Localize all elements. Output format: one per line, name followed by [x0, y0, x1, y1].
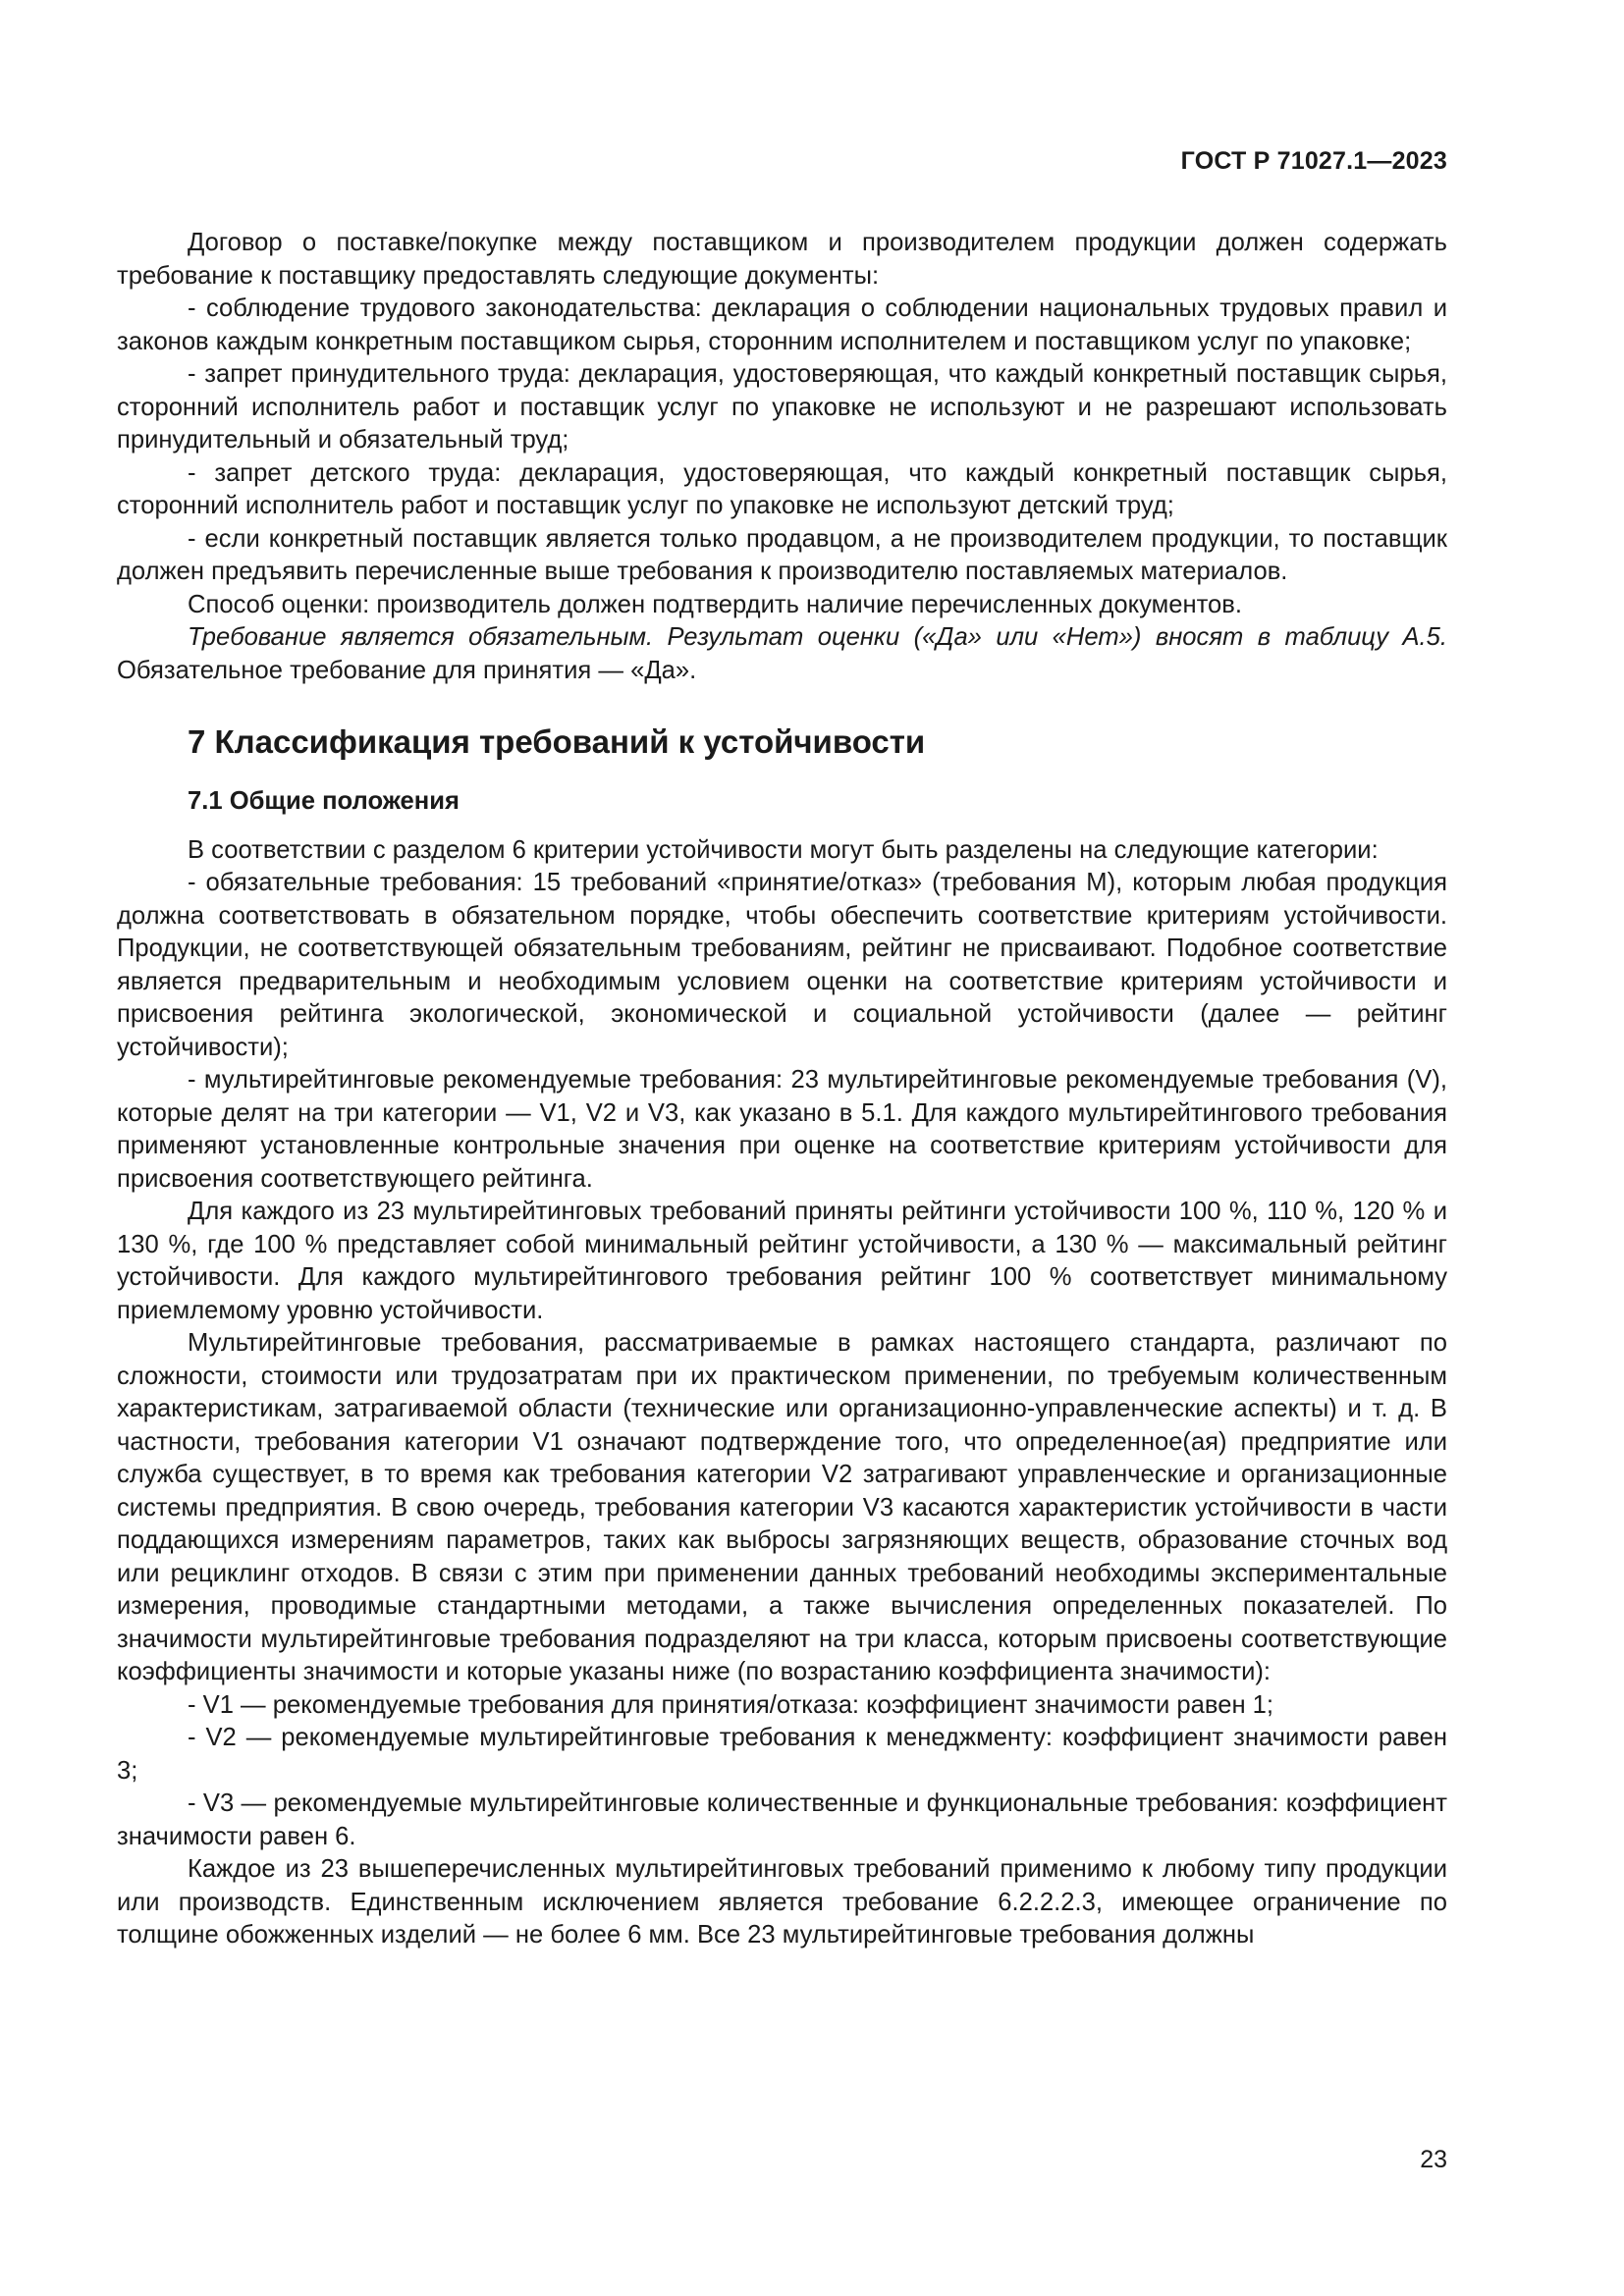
mandatory-requirement-paragraph	[117, 621, 1447, 687]
section-paragraph: - V2 — рекомендуемые мультирейтинговые требования к менеджменту: коэффициент значимости равен 3;	[117, 1724, 1447, 1785]
list-item-labor-law: - соблюдение трудового законодательства: декларация о соблюдении национальных трудовых правил и законов каждым конкретным поставщиком сырья, сторонним исполнителем и поставщиком услуг по упаковке;	[117, 294, 1447, 355]
page-content	[117, 227, 1447, 1952]
document-header: ГОСТ Р 71027.1—2023	[1180, 147, 1447, 175]
section-paragraph: Для каждого из 23 мультирейтинговых требований приняты рейтинги устойчивости 100 %, 110 %, 120 % и 130 %, где 100 % представляет собой минимальный рейтинг устойчивости, а 130 % — максимальный рейтинг устойчивости. Для каждого мультирейтингового требования рейтинг 100 % соответствует минимальному приемлемому уровню устойчивости.	[117, 1198, 1447, 1324]
page-number: 23	[1420, 2146, 1447, 2173]
assessment-method-paragraph: Способ оценки: производитель должен подтвердить наличие перечисленных документов.	[188, 590, 1242, 618]
section-paragraph: - обязательные требования: 15 требований «принятие/отказ» (требования М), которым любая продукция должна соответствовать в обязательном порядке, чтобы обеспечить соответствие критериям устойчивости. Продукции, не соответствующей обязательным требованиям, рейтинг не присваивают. Подобное соответствие является предварительным и необходимым условием оценки на соответствие критериям устойчивости и присвоения рейтинга экологической, экономической и социальной устойчивости (далее — рейтинг устойчивости);	[117, 869, 1447, 1061]
intro-paragraph-contract: Договор о поставке/покупке между поставщиком и производителем продукции должен содержать требование к поставщику предоставлять следующие документы:	[117, 229, 1447, 290]
list-item-forced-labor: - запрет принудительного труда: декларация, удостоверяющая, что каждый конкретный поставщик сырья, сторонний исполнитель работ и поставщик услуг по упаковке не используют и не разрешают использовать принудительный и обязательный труд;	[117, 360, 1447, 454]
section-paragraph: В соответствии с разделом 6 критерии устойчивости могут быть разделены на следующие категории:	[188, 835, 1379, 864]
mandatory-requirement-italic: Требование является обязательным. Результат оценки («Да» или «Нет») вносят в таблицу А.5.	[188, 623, 1447, 651]
list-item-seller-only: - если конкретный поставщик является только продавцом, а не производителем продукции, то поставщик должен предъявить перечисленные выше требования к производителю поставляемых материалов.	[117, 524, 1447, 585]
section-paragraph: - V1 — рекомендуемые требования для принятия/отказа: коэффициент значимости равен 1;	[188, 1690, 1274, 1719]
section-paragraph: Каждое из 23 вышеперечисленных мультирейтинговых требований применимо к любому типу продукции или производств. Единственным исключением является требование 6.2.2.2.3, имеющее ограничение по толщине обожженных изделий — не более 6 мм. Все 23 мультирейтинговые требования должны	[117, 1855, 1447, 1949]
section-7-title: 7 Классификация требований к устойчивости	[188, 723, 926, 760]
subsection-7-1-title: 7.1 Общие положения	[188, 787, 460, 815]
section-paragraph: - мультирейтинговые рекомендуемые требования: 23 мультирейтинговые рекомендуемые требования (V), которые делят на три категории — V1, V2 и V3, как указано в 5.1. Для каждого мультирейтингового требования применяют установленные контрольные значения при оценке на соответствие критериям устойчивости для присвоения соответствующего рейтинга.	[117, 1066, 1447, 1193]
section-paragraph: - V3 — рекомендуемые мультирейтинговые количественные и функциональные требования: коэффициент значимости равен 6.	[117, 1789, 1447, 1850]
section-paragraph: Мультирейтинговые требования, рассматриваемые в рамках настоящего стандарта, различают по сложности, стоимости или трудозатратам при их практическом применении, по требуемым количественным характеристикам, затрагиваемой области (технические или организационно-управленческие аспекты) и т. д. В частности, требования категории V1 означают подтверждение того, что определенное(ая) предприятие или служба существует, в то время как требования категории V2 затрагивают управленческие и организационные системы предприятия. В свою очередь, требования категории V3 касаются характеристик устойчивости в части поддающихся измерениям параметров, таких как выбросы загрязняющих веществ, образование сточных вод или рециклинг отходов. В связи с этим при применении данных требований необходимы экспериментальные измерения, проводимые стандартными методами, а также вычисления определенных показателей. По значимости мультирейтинговые требования подразделяют на три класса, которым присвоены соответствующие коэффициенты значимости и которые указаны ниже (по возрастанию коэффициента значимости):	[117, 1329, 1447, 1685]
list-item-child-labor: - запрет детского труда: декларация, удостоверяющая, что каждый конкретный поставщик сырья, сторонний исполнитель работ и поставщик услуг по упаковке не используют детский труд;	[117, 458, 1447, 519]
mandatory-requirement-rest: Обязательное требование для принятия — «Да».	[117, 656, 697, 684]
